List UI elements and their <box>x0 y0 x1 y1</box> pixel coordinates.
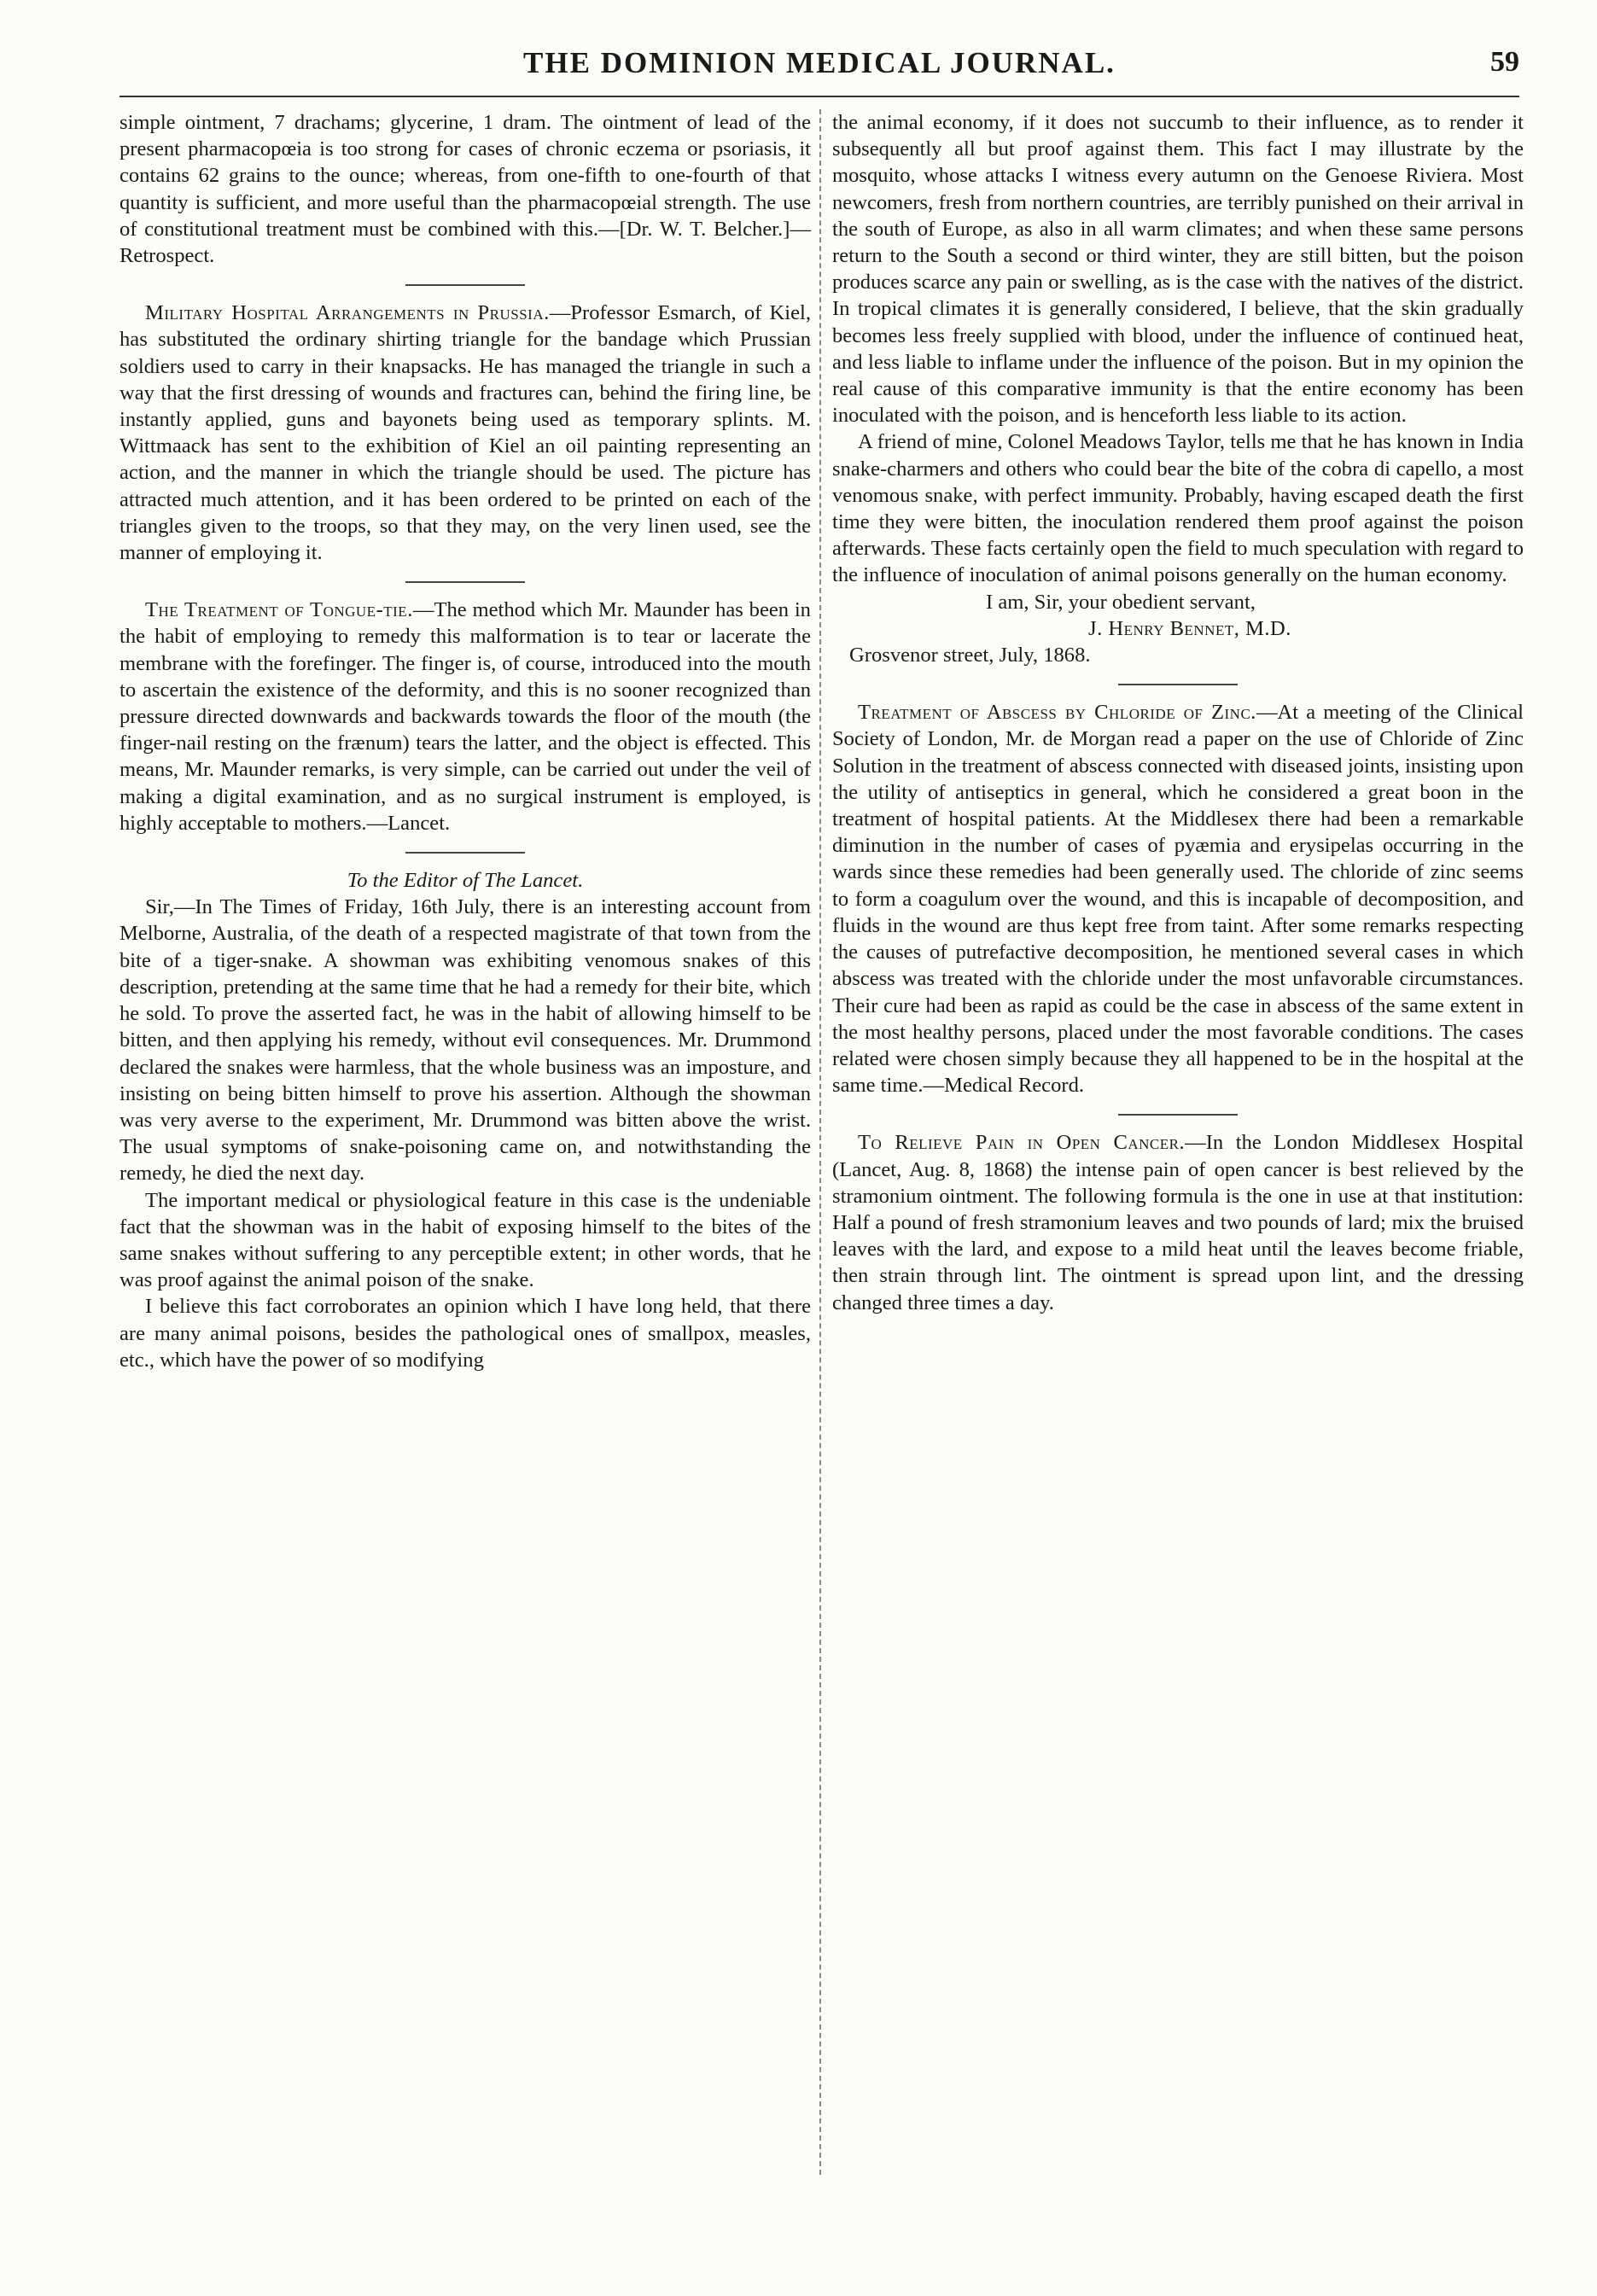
letter-heading: To the Editor of The Lancet. <box>347 869 584 893</box>
cobra-paragraph: A friend of mine, Colonel Meadows Taylor, tells me that he has known in India snake-charmers and others who could bear the bite of the cobra di capello, a most venomous snake, with perfect immunity. Probably, having escaped death the first time they were bitten, the inoculation rendered them proof against the poison afterwards. These facts certainly open the field to much speculation with regard to the influence of inoculation of animal poisons generally on the human economy. <box>832 430 1524 587</box>
right-column <box>832 109 1524 1316</box>
letter-paragraph-2: The important medical or physiological feature in this case is the undeniable fact that the showman was in the habit of exposing himself to the bites of the same snakes without suffering to any perceptible extent; in other words, that he was proof against the animal poison of the snake. <box>119 1188 811 1292</box>
prussia-body: —Professor Esmarch, of Kiel, has substituted the ordinary shirting triangle for the bandage which Prussian soldiers used to carry in their knapsacks. He has managed the triangle in such a way that the first dressing of wounds and fractures can, behind the firing line, be instantly applied, guns and bayonets being used as temporary splints. M. Wittmaack has sent to the exhibition of Kiel an oil painting representing an action, and the manner in which the triangle should be used. The picture has attracted much attention, and it has been ordered to be printed on each of the triangles given to the troops, so that they may, on the very linen used, see the manner of employing it. <box>119 301 812 565</box>
cancer-body: —In the London Middlesex Hospital (Lancet, Aug. 8, 1868) the intense pain of open cancer is best relieved by the stramonium ointment. The following formula is the one in use at that institution: Half a pound of fresh stramonium leaves and two pounds of lard; mix the bruised leaves with the lard, and expose to a mild heat until the leaves become friable, then strain through lint. The ointment is spread upon lint, and the dressing changed three times a day. <box>832 1131 1524 1314</box>
abscess-body: —At a meeting of the Clinical Society of London, Mr. de Morgan read a paper on the use of Chloride of Zinc Solution in the treatment of abscess connected with diseased joints, insisting upon the utility of antiseptics in general, which he considered a great boon in the treatment of hospital patients. At the Middlesex there had been a remarkable diminution in the number of cases of pyæmia and erysipelas occurring in the wards since these remedies had been generally used. The chloride of zinc seems to form a coagulum over the wound, and this is incapable of decomposition, and fluids in the wound are thus kept free from taint. After some remarks respecting the causes of putrefactive decomposition, he mentioned several cases in which abscess was treated with the chloride under the most unfavorable circumstances. Their cure had been as rapid as could be the case in abscess of the same extent in the most healthy persons, placed under the most favorable conditions. The cases related were chosen simply because they all happened to be in the hospital at the same time.—Medical Record. <box>832 701 1524 1098</box>
section-divider <box>1118 684 1238 685</box>
tongue-tie-heading: The Treatment of Tongue-tie. <box>145 598 413 622</box>
journal-title: THE DOMINION MEDICAL JOURNAL. <box>523 46 1116 79</box>
cancer-article <box>832 1129 1524 1315</box>
section-divider <box>405 284 525 286</box>
abscess-article <box>832 699 1524 1098</box>
left-column <box>119 109 811 1373</box>
letter-paragraph-1: Sir,—In The Times of Friday, 16th July, there is an interesting account from Melborne, Australia, of the death of a respected magistrate of that town from the bite of a tiger-snake. A showman was exhibiting venomous snakes of this description, pretending at the same time that he had a remedy for their bite, which he sold. To prove the asserted fact, he was in the habit of allowing himself to be bitten, and then applying his remedy, without evil consequences. Mr. Drummond declared the snakes were harmless, that the whole business was an imposture, and insisting on being bitten himself to prove his assertion. Although the showman was very averse to the experiment, Mr. Drummond was bitten above the wrist. The usual symptoms of snake-poisoning came on, and notwithstanding the remedy, he died the next day. <box>119 895 811 1186</box>
letter-continued-paragraph: the animal economy, if it does not succumb to their influence, as to render it subsequently all but proof against them. This fact I may illustrate by the mosquito, whose attacks I witness every autumn on the Genoese Riviera. Most newcomers, fresh from northern countries, are terribly punished on their arrival in the south of Europe, as also in all warm climates; and when these same persons return to the South a second or third winter, they are still bitten, but the poison produces scarce any pain or swelling, as is the case with the natives of the district. In tropical climates it is generally considered, I believe, that the skin gradually becomes less freely supplied with blood, under the influence of continued heat, and less liable to inflame under the influence of the poison. But in my opinion the real cause of this comparative immunity is that the entire economy has been inoculated with the poison, and is henceforth less liable to its action. <box>832 111 1524 428</box>
section-divider <box>1118 1114 1238 1116</box>
letter-address: Grosvenor street, July, 1868. <box>849 644 1091 667</box>
section-divider <box>405 581 525 583</box>
page-number: 59 <box>1490 46 1519 78</box>
column-divider <box>819 109 821 2175</box>
cancer-heading: To Relieve Pain in Open Cancer. <box>858 1131 1186 1155</box>
page-header <box>119 43 1519 90</box>
letter-paragraph-3: I believe this fact corroborates an opinion which I have long held, that there are many animal poisons, besides the pathological ones of smallpox, measles, etc., which have the power of so modifying <box>119 1295 811 1372</box>
tongue-tie-body: —The method which Mr. Maunder has been in the habit of employing to remedy this malformation is to tear or lacerate the membrane with the forefinger. The finger is, of course, introduced into the mouth to ascertain the existence of the deformity, and this is no sooner recognized than pressure directed downwards and backwards towards the floor of the mouth (the finger-nail resting on the frænum) tears the latter, and the object is effected. This means, Mr. Maunder remarks, is very simple, can be carried out under the veil of making a digital examination, and as no surgical instrument is employed, is highly acceptable to mothers.—Lancet. <box>119 598 811 835</box>
prussia-heading: Military Hospital Arrangements in Prussia. <box>145 301 550 325</box>
letter-closing: I am, Sir, your obedient servant, <box>986 590 1256 614</box>
section-divider <box>405 852 525 854</box>
letter-signature: J. Henry Bennet, M.D. <box>1088 616 1291 640</box>
abscess-heading: Treatment of Abscess by Chloride of Zinc. <box>858 701 1256 725</box>
prussia-article <box>119 300 811 566</box>
eczema-ointment-paragraph: simple ointment, 7 drachams; glycerine, 1 dram. The ointment of lead of the present pharmacopœia is too strong for cases of chronic eczema or psoriasis, it contains 62 grains to the ounce; whereas, from one-fifth to one-fourth of that quantity is sufficient, and more useful than the pharmacopœial strength. The use of constitutional treatment must be combined with this.—[Dr. W. T. Belcher.]—Retrospect. <box>119 111 811 268</box>
header-rule <box>119 96 1519 97</box>
tongue-tie-article <box>119 597 811 836</box>
